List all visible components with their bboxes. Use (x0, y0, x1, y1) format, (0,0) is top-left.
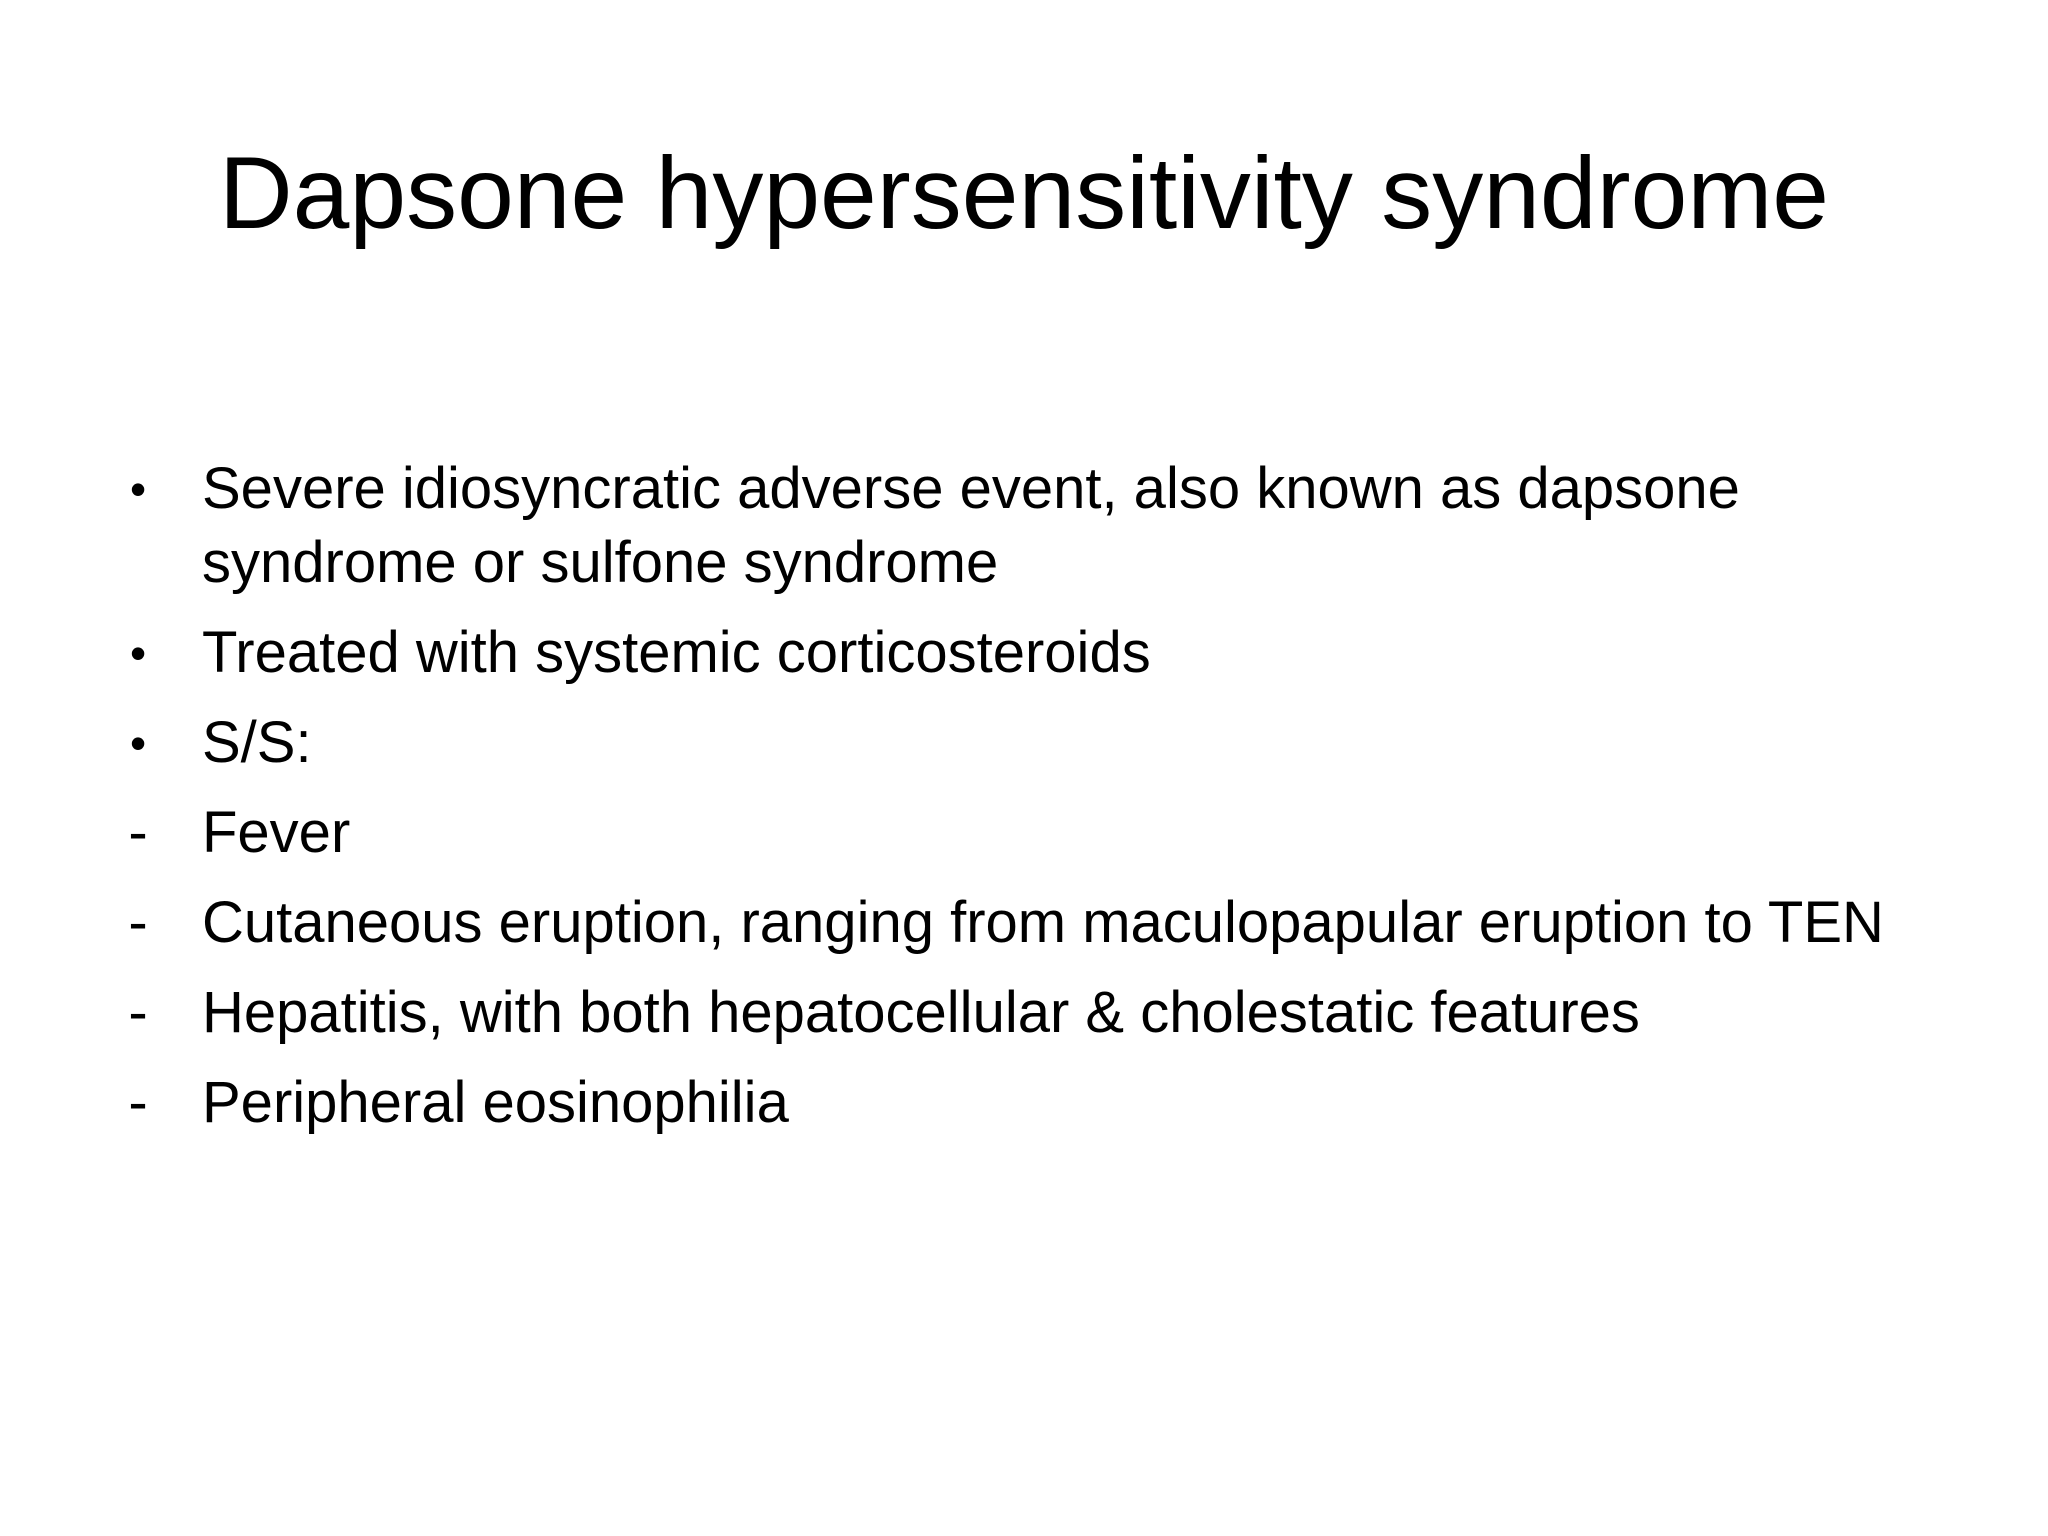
bullet-list (0, 452, 2048, 1156)
dash-marker: - (128, 890, 148, 955)
list-item-text: Cutaneous eruption, ranging from maculopapular eruption to TEN (202, 890, 1884, 955)
list-item (0, 976, 2048, 1050)
list-item-text: S/S: (202, 710, 312, 775)
dash-marker: - (128, 1070, 148, 1135)
slide-title: Dapsone hypersensitivity syndrome (218, 136, 1830, 250)
list-item-text: Peripheral eosinophilia (202, 1070, 789, 1135)
bullet-marker: • (129, 463, 147, 515)
list-item (0, 616, 2048, 690)
list-item (0, 886, 2048, 960)
list-item-text: Severe idiosyncratic adverse event, also known as dapsone syndrome or sulfone syndrome (202, 456, 1740, 595)
list-item-text: Fever (202, 800, 351, 865)
list-item (0, 452, 2048, 600)
list-item (0, 706, 2048, 780)
list-item-text: Hepatitis, with both hepatocellular & cholestatic features (202, 980, 1640, 1045)
dash-marker: - (128, 800, 148, 865)
list-item (0, 1066, 2048, 1140)
dash-marker: - (128, 980, 148, 1045)
bullet-marker: • (129, 717, 147, 769)
list-item (0, 796, 2048, 870)
list-item-text: Treated with systemic corticosteroids (202, 620, 1151, 685)
bullet-marker: • (129, 627, 147, 679)
